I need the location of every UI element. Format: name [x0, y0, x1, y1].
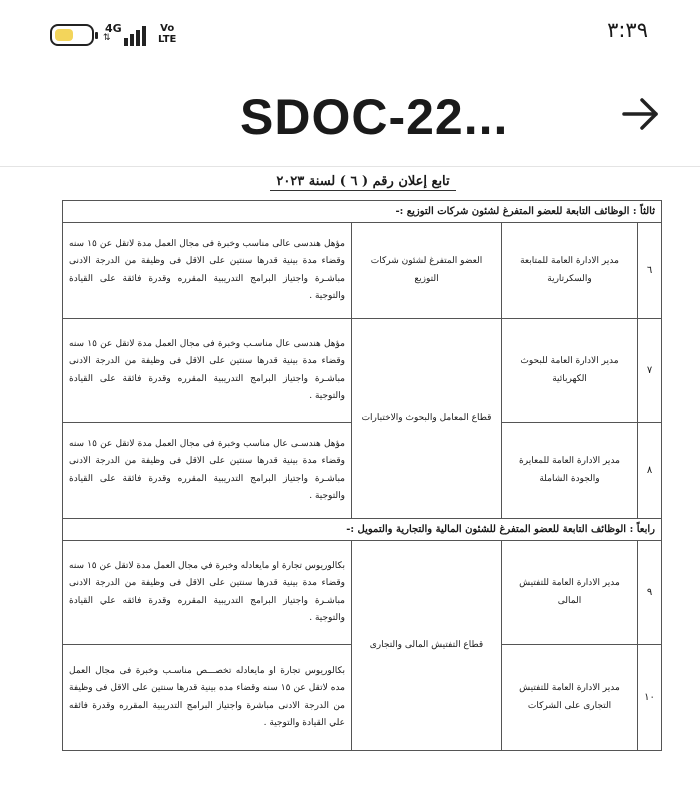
job-requirements: مؤهل هندسى عال مناسـب وخبرة فى مجال العمل مدة لاتقل عن ١٥ سنه وقضاء مدة بينية قدرها سنتين على الاقل فى وظيفة من الدرجة الادنى مباشـرة واجتياز البرامج التدريبية المقرره وقدرة فائقة على القيادة والتوجية . [63, 319, 352, 423]
divider [0, 166, 700, 167]
job-title: مدير الادارة العامة للمعايرة والجودة الشاملة [502, 423, 638, 519]
job-title: مدير الادارة العامة للمتابعة والسكرتارية [502, 223, 638, 319]
document-title: SDOC-22... [240, 89, 509, 145]
job-title: مدير الادارة العامة للتفتيش التجارى على الشركات [502, 645, 638, 751]
table-row [63, 223, 662, 319]
clock: ٣:٣٩ [607, 18, 648, 42]
status-bar [0, 0, 700, 68]
row-number: ٧ [638, 319, 662, 423]
job-requirements: بكالوريوس تجارة او مايعادله وخبرة في مجال العمل مدة لاتقل عن ١٥ سنه وقضاء مدة بينية قدرها سنتين على الاقل فى وظيفة من الدرجة الادنى مباشـرة واجتياز البرامج التدريبية المقرره وقدرة فائقه علي القيادة والتوجية . [63, 541, 352, 645]
section-heading: رابعاً : الوظائف التابعة للعضو المتفرغ للشئون المالية والتجارية والتمويل :- [63, 519, 662, 541]
job-requirements: بكالوريوس تجارة او مايعادله تخصـــص مناسـب وخبرة فى مجال العمل مده لاتقل عن ١٥ سنه وقضاء مده بينية قدرها سنتين على الاقل فى وظيفة من الدرجة الادنى مباشرة واجتياز البرامج التدريبية المقرره وقدرة فائقه علي القيادة والتوجية . [63, 645, 352, 751]
job-title: مدير الادارة العامة للتفتيش المالى [502, 541, 638, 645]
table-row [63, 319, 662, 423]
document-page [58, 172, 668, 782]
volte-icon: Vo LTE [158, 23, 177, 45]
job-title: مدير الادارة العامة للبحوث الكهربائية [502, 319, 638, 423]
row-number: ٨ [638, 423, 662, 519]
network-type: 4G [105, 22, 122, 35]
signal-strength-icon [120, 26, 146, 46]
job-requirements: مؤهل هندسـى عال مناسب وخبرة فى مجال العمل مدة لاتقل عن ١٥ سنه وقضاء مدة بينية قدرها سنتين على الاقل فى وظيفة من الدرجة الادنى مباشـرة واجتياز البرامج التدريبية المقرره وقدرة فائقة على القيادة والتوجية . [63, 423, 352, 519]
data-activity-icon: ⇅ [103, 33, 111, 43]
arrow-right-icon[interactable] [618, 94, 664, 134]
job-requirements: مؤهل هندسى عالى مناسب وخبرة فى مجال العمل مدة لاتقل عن ١٥ سنه وقضاء مدة بينية قدرها سنتين على الاقل فى وظيفة من الدرجة الادنى مباشـرة واجتياز البرامج التدريبية المقرره وقدرة فائقة على القيادة والتوجية . [63, 223, 352, 319]
row-number: ١٠ [638, 645, 662, 751]
battery-icon [50, 24, 94, 46]
battery-level [55, 29, 73, 41]
section-heading: ثالثاً : الوظائف التابعة للعضو المتفرغ لشئون شركات التوزيع :- [63, 201, 662, 223]
jobs-table [62, 200, 662, 751]
job-sector: العضو المتفرغ لشئون شركات التوزيع [352, 223, 502, 319]
table-row [63, 541, 662, 645]
job-sector: قطاع التفتيش المالى والتجارى [352, 541, 502, 751]
document-title-bar [0, 70, 700, 168]
section-heading-row [63, 519, 662, 541]
section-heading-row [63, 201, 662, 223]
announcement-header: تابع إعلان رقم ( ٦ ) لسنة ٢٠٢٣ [58, 174, 668, 189]
row-number: ٩ [638, 541, 662, 645]
row-number: ٦ [638, 223, 662, 319]
job-sector: قطاع المعامل والبحوث والاختبارات [352, 319, 502, 519]
